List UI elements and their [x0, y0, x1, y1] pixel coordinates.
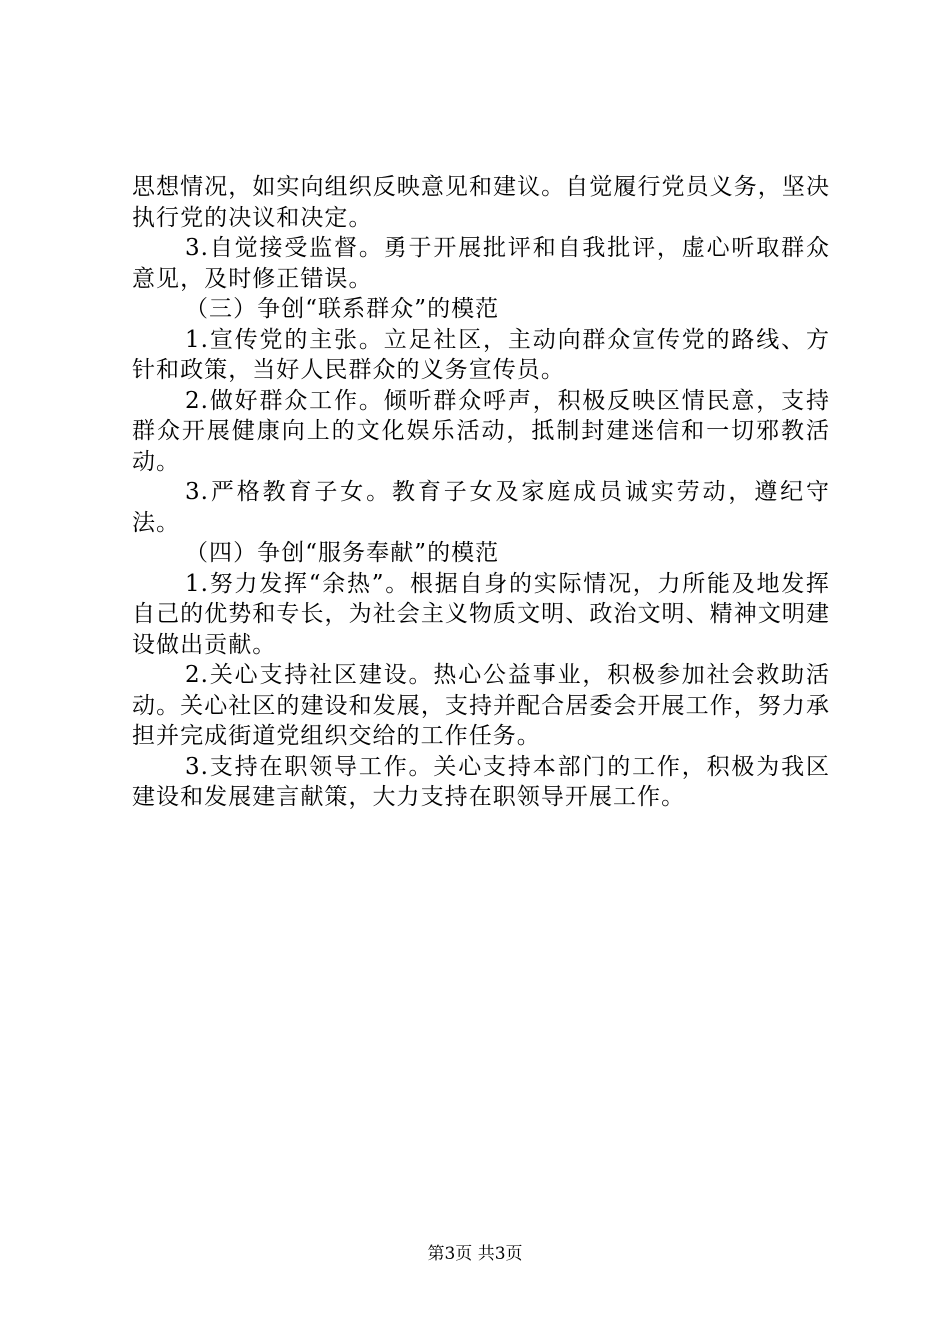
page-number-footer: 第3页 共3页 — [427, 1244, 523, 1264]
paragraph-continuation: 思想情况，如实向组织反映意见和建议。自觉履行党员义务，坚决执行党的决议和决定。 — [132, 174, 830, 231]
paragraph-item-residual-energy: 1.努力发挥“余热”。根据自身的实际情况，力所能及地发挥自己的优势和专长，为社会主义物质文明、政治文明、精神文明建设做出贡献。 — [132, 570, 830, 658]
paragraph-item-promote-party: 1.宣传党的主张。立足社区，主动向群众宣传党的路线、方针和政策，当好人民群众的义务宣传员。 — [132, 326, 830, 383]
section-heading-service-dedication: （四）争创“服务奉献”的模范 — [185, 540, 500, 566]
section-heading-contact-masses: （三）争创“联系群众”的模范 — [185, 296, 500, 322]
paragraph-item-mass-work: 2.做好群众工作。倾听群众呼声，积极反映区情民意，支持群众开展健康向上的文化娱乐活动，抵制封建迷信和一切邪教活动。 — [132, 387, 830, 475]
paragraph-item-community-support: 2.关心支持社区建设。热心公益事业，积极参加社会救助活动。关心社区的建设和发展，支持并配合居委会开展工作，努力承担并完成街道党组织交给的工作任务。 — [132, 662, 830, 749]
paragraph-item-support-leaders: 3.支持在职领导工作。关心支持本部门的工作，积极为我区建设和发展建言献策，大力支持在职领导开展工作。 — [132, 753, 830, 810]
paragraph-item-educate-children: 3.严格教育子女。教育子女及家庭成员诚实劳动，遵纪守法。 — [132, 479, 830, 536]
paragraph-item-accept-supervision: 3.自觉接受监督。勇于开展批评和自我批评，虚心听取群众意见，及时修正错误。 — [132, 235, 830, 292]
document-body — [132, 172, 830, 813]
